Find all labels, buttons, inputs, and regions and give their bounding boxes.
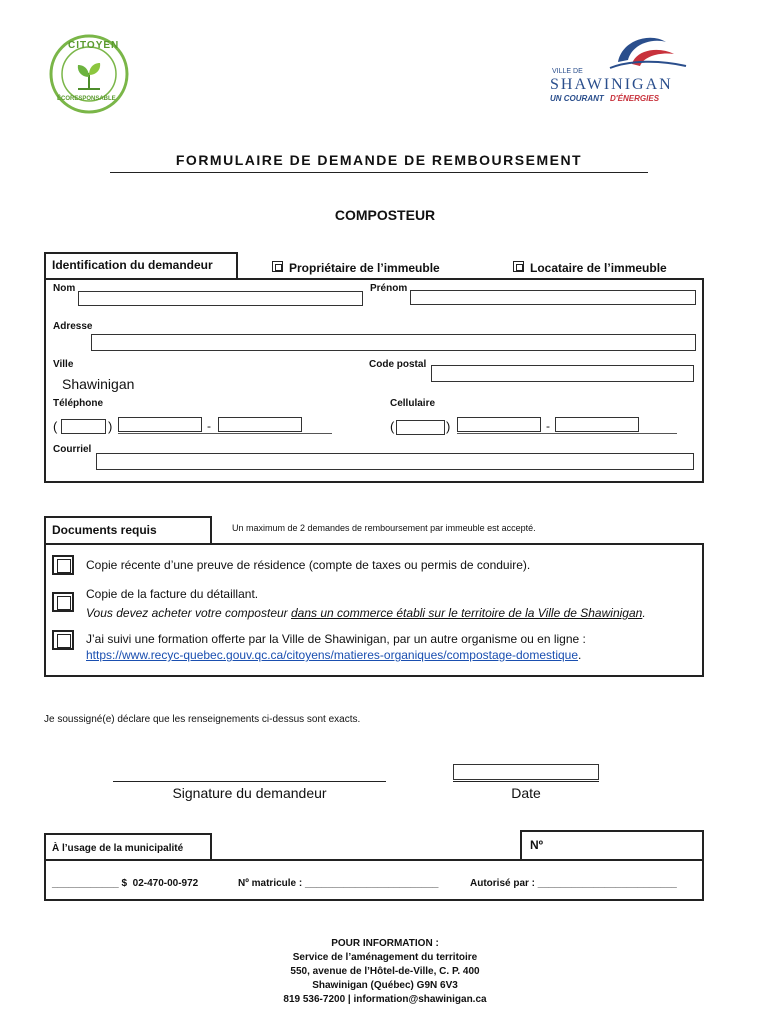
nom-field[interactable] <box>78 291 363 306</box>
number-label: Nº <box>530 838 544 852</box>
adresse-field[interactable] <box>91 334 696 351</box>
footer <box>0 937 770 1007</box>
tenant-label: Locataire de l’immeuble <box>530 261 667 275</box>
telephone-line-field[interactable] <box>218 417 302 432</box>
footer-heading: POUR INFORMATION : <box>331 938 439 949</box>
training-link-end: . <box>578 648 582 662</box>
date-field[interactable] <box>453 764 599 780</box>
cellulaire-prefix-field[interactable] <box>457 417 541 432</box>
footer-service: Service de l’aménagement du territoire <box>292 952 478 963</box>
declaration-text: Je soussigné(e) déclare que les renseignements ci-dessus sont exacts. <box>44 714 361 725</box>
date-underline <box>453 781 599 782</box>
telephone-label: Téléphone <box>53 398 104 409</box>
matricule-field[interactable]: Nº matricule : ________________________ <box>238 878 439 889</box>
invoice-note-a: Vous devez acheter votre composteur <box>86 606 291 620</box>
ville-label: Ville <box>53 359 74 370</box>
courriel-label: Courriel <box>53 444 92 455</box>
autorise-field[interactable]: Autorisé par : _________________________ <box>470 878 677 889</box>
city-name: SHAWINIGAN <box>550 76 673 93</box>
residence-proof-checkbox[interactable] <box>52 555 74 575</box>
owner-checkbox[interactable] <box>272 261 283 272</box>
invoice-checkbox[interactable] <box>52 592 74 612</box>
cellulaire-area-field[interactable] <box>396 420 445 435</box>
telephone-paren-open: ( <box>53 419 58 434</box>
invoice-note <box>86 606 646 620</box>
code-postal-field[interactable] <box>431 365 694 382</box>
tenant-checkbox[interactable] <box>513 261 524 272</box>
shawinigan-logo <box>540 20 690 110</box>
telephone-underline <box>118 433 332 434</box>
citoyen-logo <box>48 33 130 115</box>
city-tagline-b: D'ÉNERGIES <box>610 94 660 103</box>
courriel-field[interactable] <box>96 453 694 470</box>
number-box <box>520 830 704 860</box>
prenom-label: Prénom <box>370 283 408 294</box>
footer-address: 550, avenue de l’Hôtel-de-Ville, C. P. 400 <box>290 966 480 977</box>
invoice-note-c: . <box>642 606 646 620</box>
subtitle: COMPOSTEUR <box>334 207 436 223</box>
cellulaire-label: Cellulaire <box>390 398 436 409</box>
date-label: Date <box>511 785 541 801</box>
cellulaire-paren-open: ( <box>390 419 395 434</box>
invoice-text: Copie de la facture du détaillant. <box>86 587 259 601</box>
citoyen-top-text: CITOYEN <box>68 40 120 51</box>
page-title: FORMULAIRE DE DEMANDE DE REMBOURSEMENT <box>175 152 583 168</box>
code-postal-label: Code postal <box>369 359 427 370</box>
signature-label: Signature du demandeur <box>172 785 327 801</box>
invoice-note-b: dans un commerce établi sur le territoire de la Ville de Shawinigan <box>291 606 643 620</box>
adresse-label: Adresse <box>53 321 93 332</box>
documents-note: Un maximum de 2 demandes de remboursement par immeuble est accepté. <box>232 523 536 533</box>
cellulaire-line-field[interactable] <box>555 417 639 432</box>
prenom-field[interactable] <box>410 290 696 305</box>
telephone-area-field[interactable] <box>61 419 106 434</box>
citoyen-bottom-text: ÉCORESPONSABLE <box>57 96 116 102</box>
nom-label: Nom <box>53 283 76 294</box>
training-link[interactable]: https://www.recyc-quebec.gouv.qc.ca/citoyens/matieres-organiques/compostage-domestique <box>86 648 579 662</box>
cellulaire-paren-close: ) <box>446 419 451 434</box>
signature-line[interactable] <box>113 781 386 782</box>
cellulaire-underline <box>457 433 677 434</box>
training-checkbox[interactable] <box>52 630 74 650</box>
title-rule <box>110 172 648 173</box>
footer-contact: 819 536-7200 | information@shawinigan.ca <box>283 994 487 1005</box>
amount-field[interactable]: ____________ $ 02-470-00-972 <box>52 878 199 889</box>
telephone-prefix-field[interactable] <box>118 417 202 432</box>
city-prefix: VILLE DE <box>552 68 583 75</box>
telephone-paren-close: ) <box>108 419 113 434</box>
documents-heading: Documents requis <box>52 523 157 537</box>
training-text: J’ai suivi une formation offerte par la Ville de Shawinigan, par un autre organisme ou en ligne : <box>86 632 586 646</box>
telephone-dash: - <box>207 419 211 433</box>
cellulaire-dash: - <box>546 419 550 433</box>
owner-label: Propriétaire de l’immeuble <box>289 261 440 275</box>
training-link-row <box>86 648 581 662</box>
municipal-heading: À l’usage de la municipalité <box>52 843 184 854</box>
footer-city: Shawinigan (Québec) G9N 6V3 <box>312 980 458 991</box>
residence-proof-text: Copie récente d’une preuve de résidence (compte de taxes ou permis de conduire). <box>86 558 531 572</box>
identification-heading: Identification du demandeur <box>52 258 213 272</box>
city-tagline-a: UN COURANT <box>550 94 604 103</box>
ville-value[interactable]: Shawinigan <box>62 376 135 392</box>
